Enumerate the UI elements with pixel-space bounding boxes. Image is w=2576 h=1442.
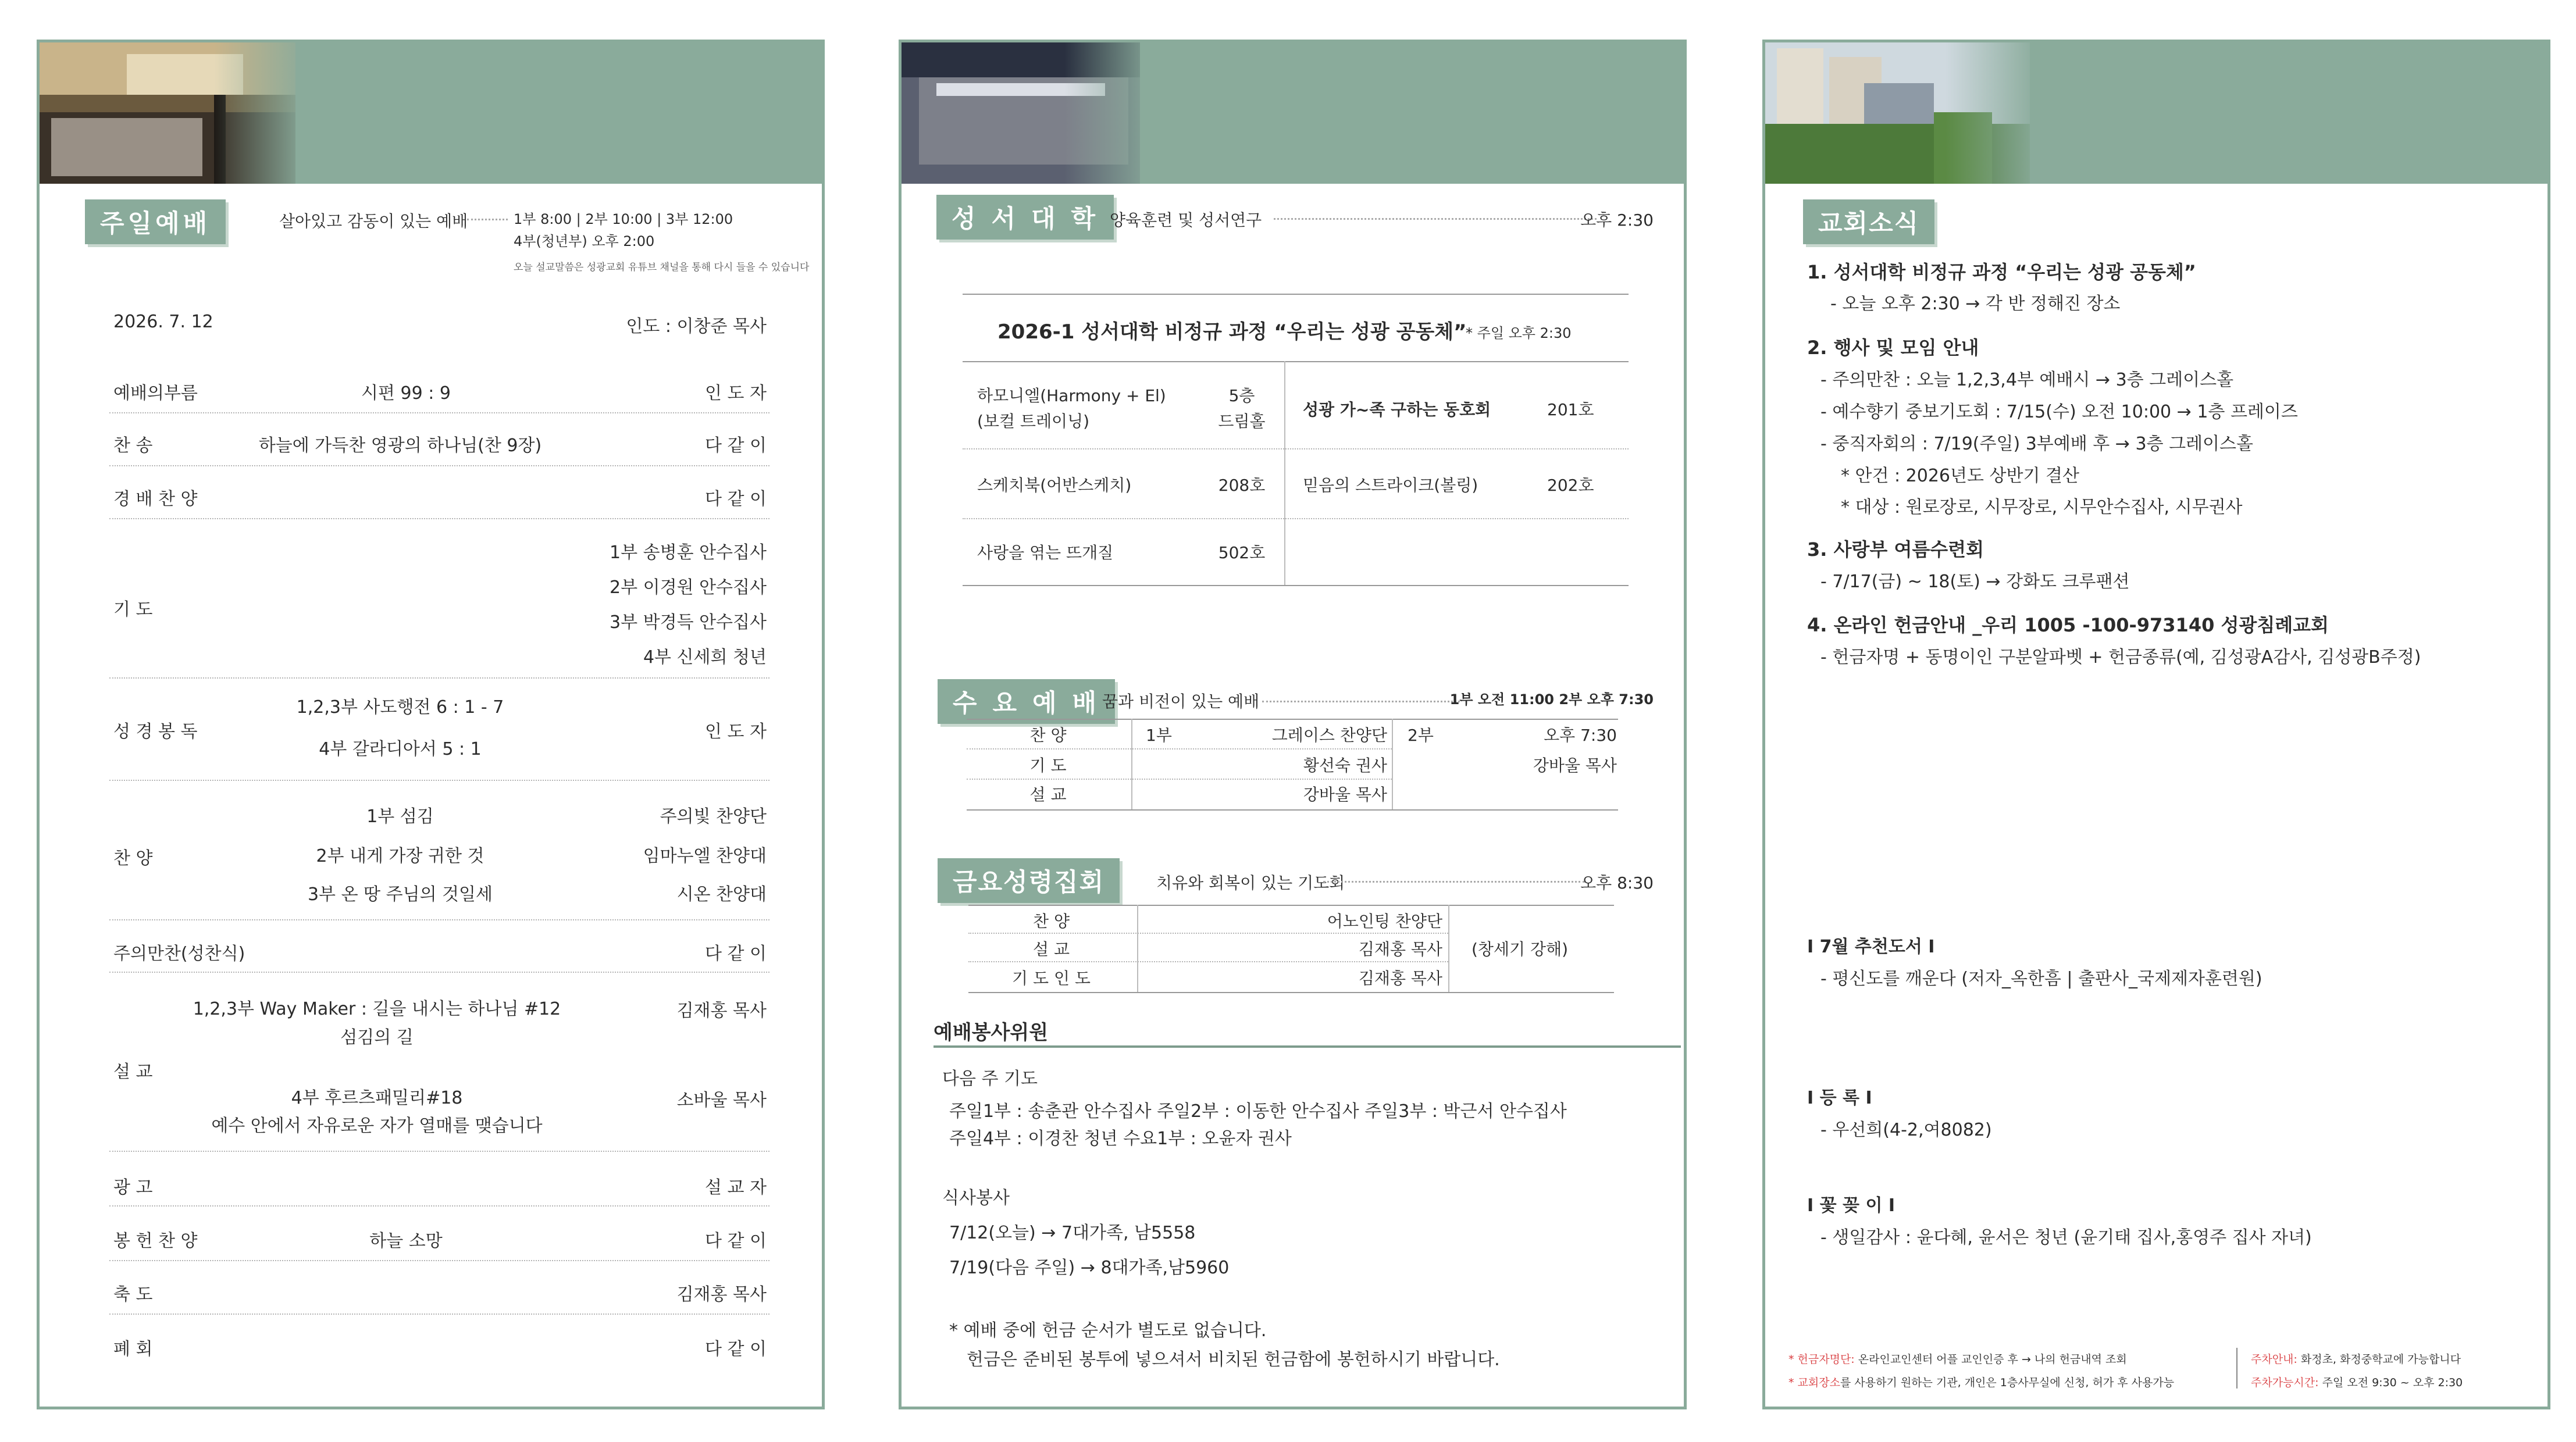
leader-dots bbox=[1274, 218, 1597, 220]
flower-item: - 생일감사 : 윤다혜, 윤서은 청년 (윤기태 집사,홍영주 집사 자녀) bbox=[1820, 1227, 2312, 1248]
table-top-rule bbox=[963, 294, 1629, 295]
section-badge: 수 요 예 배 bbox=[938, 679, 1115, 724]
wed-row-value: 황선숙 권사 bbox=[1303, 756, 1387, 775]
section-badge: 교회소식 bbox=[1803, 199, 1934, 244]
row-divider bbox=[109, 1151, 769, 1152]
wed-row-label: 찬 양 bbox=[1029, 726, 1067, 745]
youtube-note: 오늘 설교말씀은 성광교회 유튜브 채널을 통해 다시 들을 수 있습니다 bbox=[514, 262, 810, 273]
section-badge: 주일예배 bbox=[85, 199, 226, 244]
row-divider bbox=[968, 933, 1448, 934]
anthem-who-3: 시온 찬양대 bbox=[676, 884, 767, 905]
anthem-who-1: 주의빛 찬양단 bbox=[660, 806, 767, 827]
news-item: - 중직자회의 : 7/19(주일) 3부예배 후 → 3층 그레이스홀 bbox=[1820, 434, 2253, 454]
news-item: - 오늘 오후 2:30 → 각 반 정해진 장소 bbox=[1830, 294, 2121, 314]
date: 2026. 7. 12 bbox=[113, 312, 213, 332]
photo-fade bbox=[1064, 42, 1157, 184]
lord-supper-who: 다 같 이 bbox=[704, 944, 767, 964]
row-divider bbox=[109, 1260, 769, 1261]
row-divider bbox=[109, 465, 769, 466]
call-label: 예배의부름 bbox=[113, 383, 198, 404]
leader-dots bbox=[1323, 881, 1585, 883]
offering-note: 헌금은 준비된 봉투에 넣으셔서 비치된 헌금함에 봉헌하시기 바랍니다. bbox=[967, 1350, 1500, 1370]
anthem-2: 2부 내게 가장 귀한 것 bbox=[316, 846, 484, 866]
sermon-2-who: 소바울 목사 bbox=[676, 1090, 767, 1111]
prayer-3: 3부 박경득 안수집사 bbox=[610, 612, 767, 633]
class-room: 201호 bbox=[1547, 400, 1594, 419]
fri-note: (창세기 강해) bbox=[1472, 940, 1568, 959]
anthem-1: 1부 섬김 bbox=[366, 806, 434, 827]
table-bottom-rule bbox=[963, 585, 1629, 586]
section-badge: 성 서 대 학 bbox=[936, 195, 1114, 240]
prayer-label: 기 도 bbox=[113, 599, 153, 620]
benediction-label: 축 도 bbox=[113, 1284, 153, 1305]
fri-row-label: 설 교 bbox=[1033, 940, 1070, 959]
news-item: - 7/17(금) ~ 18(토) → 강화도 크루팬션 bbox=[1820, 572, 2130, 592]
class-room: 208호 bbox=[1218, 476, 1266, 495]
hymn-text: 하늘에 가득찬 영광의 하나님(찬 9장) bbox=[258, 436, 542, 456]
youth-time: 4부(청년부) 오후 2:00 bbox=[514, 233, 655, 249]
reading-1: 1,2,3부 사도행전 6 : 1 - 7 bbox=[296, 697, 504, 718]
class-name: 성광 가~족 구하는 동호회 bbox=[1303, 400, 1491, 419]
section-subtitle: 양육훈련 및 성서연구 bbox=[1110, 210, 1262, 230]
table-bottom-rule bbox=[968, 992, 1614, 993]
news-heading: 3. 사랑부 여름수련회 bbox=[1807, 538, 1984, 561]
flower-title: I 꽃 꽂 이 I bbox=[1807, 1195, 1896, 1216]
class-room: 202호 bbox=[1547, 476, 1594, 495]
row-divider bbox=[968, 961, 1448, 962]
row-divider bbox=[109, 677, 769, 679]
servers-rule bbox=[934, 1045, 1681, 1048]
row-divider bbox=[967, 779, 1392, 780]
service-times: 1부 8:00 | 2부 10:00 | 3부 12:00 bbox=[514, 211, 733, 227]
footer-note-label: * 헌금자명단: bbox=[1788, 1353, 1855, 1366]
meal-line: 7/12(오늘) → 7대가족, 남5558 bbox=[949, 1223, 1196, 1243]
table-column-divider bbox=[1131, 719, 1132, 809]
wed-time2: 오후 7:30 bbox=[1544, 726, 1617, 745]
closing-who: 다 같 이 bbox=[704, 1339, 767, 1359]
section-badge: 금요성령집회 bbox=[938, 858, 1120, 903]
registration-item: - 우선희(4-2,여8082) bbox=[1820, 1120, 1992, 1140]
book-item: - 평신도를 깨운다 (저자_옥한흠 | 출판사_국제제자훈련원) bbox=[1820, 969, 2263, 989]
call-text: 시편 99 : 9 bbox=[361, 383, 451, 404]
row-divider bbox=[109, 919, 769, 920]
leader-dots bbox=[467, 219, 508, 220]
news-item: - 예수향기 중보기도회 : 7/15(수) 오전 10:00 → 1층 프레이즈 bbox=[1820, 402, 2298, 422]
footer-note bbox=[1788, 1374, 2174, 1390]
class-name: 하모니엘(Harmony + El) (보컬 트레이닝) bbox=[977, 386, 1166, 431]
offering-text: 하늘 소망 bbox=[369, 1231, 443, 1251]
wed-row-value: 강바울 목사 bbox=[1303, 785, 1387, 804]
ad-label: 광 고 bbox=[113, 1177, 153, 1198]
leader-dots bbox=[1262, 701, 1460, 702]
praise-who: 다 같 이 bbox=[704, 489, 767, 509]
table-column-divider bbox=[1392, 719, 1393, 809]
parking-label: 주차안내: bbox=[2251, 1353, 2297, 1366]
news-heading: 2. 행사 및 모임 안내 bbox=[1807, 337, 1979, 359]
news-item: * 안건 : 2026년도 상반기 결산 bbox=[1841, 466, 2079, 486]
wed-row-label: 기 도 bbox=[1029, 756, 1067, 775]
parking-text: 화정초, 화정중학교에 가능합니다 bbox=[2297, 1353, 2461, 1366]
section-subtitle: 꿈과 비전이 있는 예배 bbox=[1102, 692, 1260, 711]
table-top-rule bbox=[968, 905, 1614, 906]
news-item: - 주의만찬 : 오늘 1,2,3,4부 예배시 → 3층 그레이스홀 bbox=[1820, 370, 2234, 390]
sermon-1-who: 김재홍 목사 bbox=[676, 1001, 767, 1021]
wed-row-label: 설 교 bbox=[1029, 785, 1067, 804]
prayer-1: 1부 송병훈 안수집사 bbox=[610, 542, 767, 563]
news-item: - 헌금자명 + 동명이인 구분알파벳 + 헌금종류(예, 김성광A감사, 김성광B주정) bbox=[1820, 647, 2421, 668]
bible-college-panel bbox=[899, 40, 1687, 1409]
section-time: 오후 8:30 bbox=[1580, 873, 1654, 893]
sunday-worship-panel bbox=[37, 40, 825, 1409]
parking-time-text: 주일 오전 9:30 ~ 오후 2:30 bbox=[2318, 1376, 2463, 1389]
footer-note bbox=[1788, 1351, 2127, 1366]
fri-row-label: 기 도 인 도 bbox=[1012, 969, 1091, 988]
table-column-divider bbox=[1448, 905, 1449, 992]
closing-label: 폐 회 bbox=[113, 1339, 153, 1359]
wed-preacher2: 강바울 목사 bbox=[1533, 756, 1617, 775]
parking-note bbox=[2251, 1374, 2463, 1390]
sermon-2-sub: 예수 안에서 자유로운 자가 열매를 맺습니다 bbox=[211, 1116, 543, 1136]
class-name: 스케치북(어반스케치) bbox=[977, 476, 1132, 495]
call-who: 인 도 자 bbox=[704, 383, 767, 404]
offering-note: * 예배 중에 헌금 순서가 별도로 없습니다. bbox=[949, 1320, 1267, 1341]
table-header-rule bbox=[963, 361, 1629, 362]
parking-time-label: 주차가능시간: bbox=[2251, 1376, 2319, 1389]
class-room: 502호 bbox=[1218, 543, 1266, 562]
hymn-who: 다 같 이 bbox=[704, 436, 767, 456]
worship-leader: 인도 : 이창준 목사 bbox=[626, 316, 767, 337]
class-room: 5층 드림홀 bbox=[1218, 386, 1266, 431]
fri-row-label: 찬 양 bbox=[1033, 912, 1070, 931]
meal-line: 7/19(다음 주일) → 8대가족,남5960 bbox=[949, 1258, 1230, 1278]
row-divider bbox=[967, 748, 1392, 749]
reading-who: 인 도 자 bbox=[704, 722, 767, 742]
row-divider bbox=[109, 972, 769, 973]
table-bottom-rule bbox=[967, 809, 1618, 811]
class-name: 사랑을 엮는 뜨개질 bbox=[977, 543, 1114, 562]
lord-supper-label: 주의만찬(성찬식) bbox=[113, 944, 245, 964]
section-time: 오후 2:30 bbox=[1580, 210, 1654, 230]
anthem-who-2: 임마누엘 찬양대 bbox=[643, 846, 767, 866]
benediction-who: 김재홍 목사 bbox=[676, 1284, 767, 1305]
anthem-3: 3부 온 땅 주님의 것일세 bbox=[307, 884, 493, 905]
section-time: 1부 오전 11:00 2부 오후 7:30 bbox=[1449, 691, 1654, 708]
wed-part2: 2부 bbox=[1408, 726, 1434, 745]
church-news-panel bbox=[1762, 40, 2550, 1409]
footer-note-text: 를 사용하기 원하는 기관, 개인은 1층사무실에 신청, 허가 후 사용가능 bbox=[1840, 1376, 2175, 1389]
fri-row-value: 어노인팅 찬양단 bbox=[1327, 912, 1442, 931]
wed-row-value: 그레이스 찬양단 bbox=[1271, 726, 1387, 745]
reading-label: 성 경 봉 독 bbox=[113, 722, 198, 742]
meal-title: 식사봉사 bbox=[942, 1188, 1010, 1208]
row-divider bbox=[109, 1205, 769, 1207]
table-column-divider bbox=[1284, 361, 1285, 585]
offering-who: 다 같 이 bbox=[704, 1231, 767, 1251]
next-prayer-title: 다음 주 기도 bbox=[942, 1069, 1038, 1089]
anthem-label: 찬 양 bbox=[113, 848, 153, 869]
footer-note-text: 온라인교인센터 어플 교인인증 후 → 나의 헌금내역 조회 bbox=[1854, 1353, 2127, 1366]
photo-fade bbox=[1946, 42, 2039, 184]
news-item: * 대상 : 원로장로, 시무장로, 시무안수집사, 시무권사 bbox=[1841, 497, 2243, 517]
course-time: * 주일 오후 2:30 bbox=[1466, 325, 1572, 341]
row-divider bbox=[109, 412, 769, 413]
next-prayer-line: 주일1부 : 송춘관 안수집사 주일2부 : 이동한 안수집사 주일3부 : 박근서 안수집사 bbox=[949, 1101, 1567, 1122]
row-divider bbox=[109, 780, 769, 781]
sermon-1-sub: 섬김의 길 bbox=[340, 1027, 414, 1048]
book-title: I 7월 추천도서 I bbox=[1807, 937, 1935, 957]
offering-label: 봉 헌 찬 양 bbox=[113, 1231, 198, 1251]
wed-row-part: 1부 bbox=[1146, 726, 1172, 745]
fri-row-value: 김재홍 목사 bbox=[1358, 940, 1442, 959]
news-heading: 4. 온라인 헌금안내 _우리 1005 -100-973140 성광침례교회 bbox=[1807, 614, 2329, 636]
news-heading: 1. 성서대학 비정규 과정 “우리는 성광 공동체” bbox=[1807, 261, 2196, 283]
row-divider bbox=[963, 518, 1629, 519]
praise-label: 경 배 찬 양 bbox=[113, 489, 198, 509]
row-divider bbox=[109, 518, 769, 519]
fri-row-value: 김재홍 목사 bbox=[1358, 969, 1442, 988]
table-column-divider bbox=[1137, 905, 1138, 992]
section-subtitle: 살아있고 감동이 있는 예배 bbox=[279, 212, 468, 231]
sermon-1-title: 1,2,3부 Way Maker : 길을 내시는 하나님 #12 bbox=[193, 999, 561, 1019]
footer-note-label: * 교회장소 bbox=[1788, 1376, 1840, 1389]
footer-divider bbox=[2236, 1348, 2237, 1389]
photo-fade bbox=[214, 42, 307, 184]
servers-title: 예배봉사위원 bbox=[934, 1021, 1049, 1044]
class-name: 믿음의 스트라이크(볼링) bbox=[1303, 476, 1478, 495]
row-divider bbox=[963, 448, 1629, 449]
prayer-4: 4부 신세희 청년 bbox=[643, 647, 767, 668]
hymn-label: 찬 송 bbox=[113, 436, 153, 456]
registration-title: I 등 록 I bbox=[1807, 1088, 1872, 1108]
row-divider bbox=[109, 1313, 769, 1315]
prayer-2: 2부 이경원 안수집사 bbox=[610, 577, 767, 598]
parking-note bbox=[2251, 1351, 2461, 1366]
sermon-2-title: 4부 후르츠패밀리#18 bbox=[291, 1088, 463, 1108]
next-prayer-line: 주일4부 : 이경찬 청년 수요1부 : 오윤자 권사 bbox=[949, 1129, 1292, 1149]
reading-2: 4부 갈라디아서 5 : 1 bbox=[319, 739, 482, 759]
course-title: 2026-1 성서대학 비정규 과정 “우리는 성광 공동체” bbox=[997, 320, 1467, 344]
section-subtitle: 치유와 회복이 있는 기도회 bbox=[1156, 873, 1345, 893]
sermon-label: 설 교 bbox=[113, 1062, 153, 1082]
ad-who: 설 교 자 bbox=[704, 1177, 767, 1198]
table-top-rule bbox=[967, 719, 1618, 720]
